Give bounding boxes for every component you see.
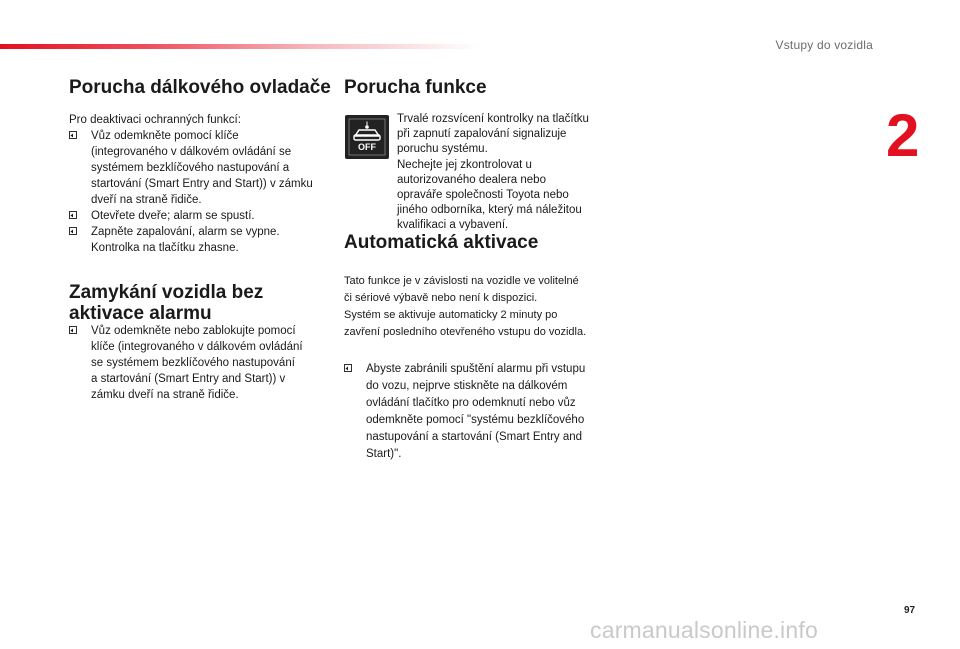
auto-activation-text <box>344 273 609 341</box>
bullet-line: ovládání tlačítko pro odemknutí nebo vůz <box>366 397 576 409</box>
text-line: jiného odborníka, který má náležitou <box>397 204 582 217</box>
bullet-line: Vůz odemkněte nebo zablokujte pomocí <box>91 325 296 337</box>
list-item <box>69 323 334 403</box>
alarm-off-indicator-icon <box>345 115 389 159</box>
bullet-line: Otevřete dveře; alarm se spustí. <box>91 210 255 222</box>
list-item <box>69 208 334 224</box>
text-line: Systém se aktivuje automaticky 2 minuty po <box>344 309 558 321</box>
bullet-line: Vůz odemkněte pomocí klíče <box>91 130 239 142</box>
list-item <box>69 128 334 208</box>
text-line: opraváře společnosti Toyota nebo <box>397 189 569 202</box>
bullet-line: startování (Smart Entry and Start)) v zámku <box>91 178 313 190</box>
bullet-icon <box>69 323 81 341</box>
bullet-line: Kontrolka na tlačítku zhasne. <box>91 242 239 254</box>
bullet-line: Abyste zabránili spuštění alarmu při vstupu <box>366 363 586 375</box>
list-item <box>69 224 334 256</box>
bullet-line: dveří na straně řidiče. <box>91 194 202 206</box>
bullet-line: se systémem bezklíčového nastupování <box>91 357 295 369</box>
bullet-line: systémem bezklíčového nastupování a <box>91 162 290 174</box>
text-line: autorizovaného dealera nebo <box>397 173 546 186</box>
bullet-line: Zapněte zapalování, alarm se vypne. <box>91 226 280 238</box>
text-line: kvalifikaci a vybavení. <box>397 219 509 232</box>
bullet-line: (integrovaného v dálkovém ovládání se <box>91 146 292 158</box>
intro-text: Pro deaktivaci ochranných funkcí: <box>69 114 241 126</box>
bullet-line: nastupování a startování (Smart Entry and <box>366 431 583 443</box>
bullet-line: odemkněte pomocí "systému bezklíčového <box>366 414 585 426</box>
chapter-title: Vstupy do vozidla <box>775 38 873 52</box>
list-item <box>344 361 609 463</box>
text-line: při zapnutí zapalování signalizuje <box>397 128 567 141</box>
icon-label: OFF <box>358 142 376 152</box>
header-accent-bar <box>0 44 480 49</box>
text-line: poruchu systému. <box>397 143 488 156</box>
bullet-line: do vozu, nejprve stiskněte na dálkovém <box>366 380 568 392</box>
text-line: Trvalé rozsvícení kontrolky na tlačítku <box>397 113 589 125</box>
text-line: Tato funkce je v závislosti na vozidle ve volitelné <box>344 275 579 287</box>
text-line: zavření posledního otevřeného vstupu do vozidla. <box>344 326 587 338</box>
bullet-line: klíče (integrovaného v dálkovém ovládání <box>91 341 303 353</box>
title-line: Zamykání vozidla bez <box>69 282 264 303</box>
malfunction-text <box>397 112 607 234</box>
bullet-icon <box>69 128 81 146</box>
bullet-line: a startování (Smart Entry and Start)) v <box>91 373 286 385</box>
bullet-line: Start)". <box>366 448 402 460</box>
section-title-auto-activation: Automatická aktivace <box>344 232 539 253</box>
watermark-text: carmanualsonline.info <box>590 617 818 643</box>
page-number: 97 <box>904 605 916 616</box>
section-title-remote-failure: Porucha dálkového ovladače <box>69 77 331 98</box>
section-title-malfunction: Porucha funkce <box>344 77 487 98</box>
chapter-number: 2 <box>886 102 920 169</box>
bullet-icon <box>69 224 81 242</box>
text-line: či sériové výbavě nebo není k dispozici. <box>344 292 538 304</box>
section-title-lock-without-alarm <box>69 282 263 324</box>
bullet-icon <box>344 361 356 379</box>
title-line: aktivace alarmu <box>69 303 212 324</box>
bullet-line: zámku dveří na straně řidiče. <box>91 389 239 401</box>
text-line: Nechejte jej zkontrolovat u <box>397 158 532 171</box>
